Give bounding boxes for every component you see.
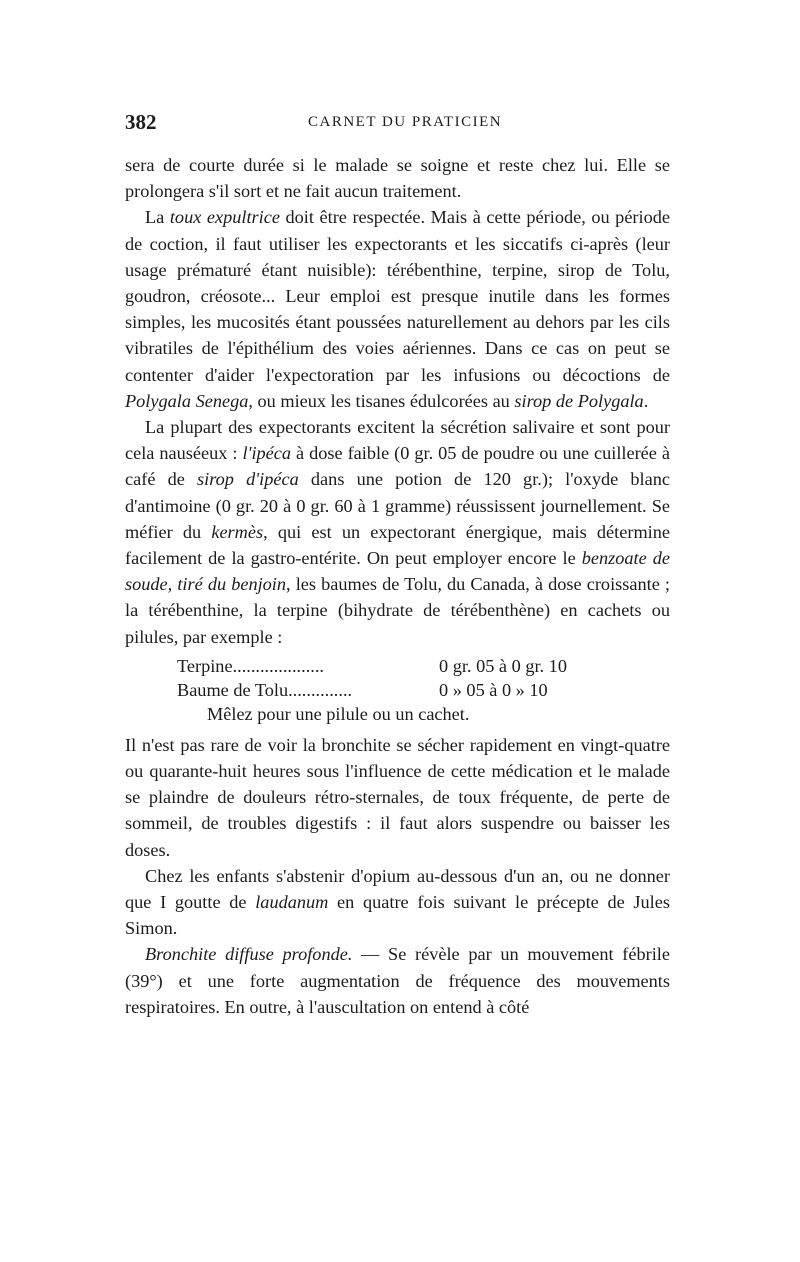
recipe-ingredient: Terpine.................... <box>177 655 324 676</box>
paragraph: sera de courte durée si le malade se soigne et reste chez lui. Elle se prolongera s'il sort et ne fait aucun traitement. <box>125 155 670 202</box>
recipe-dose: 0 gr. 05 à 0 gr. 10 <box>439 655 567 676</box>
running-title: CARNET DU PRATICIEN <box>308 114 503 130</box>
recipe-row <box>177 654 670 678</box>
body-text <box>125 152 670 1020</box>
recipe-instruction: Mêlez pour une pilule ou un cachet. <box>207 703 470 724</box>
paragraph: La toux expultrice doit être respectée. Mais à cette période, ou période de coction, il faut utiliser les expectorants et les siccatifs ci-après (leur usage prématuré étant nuisible): térébenthine, terpine, sirop de Tolu, goudron, créosote... Leur emploi est presque inutile dans les formes simples, les mucosités étant poussées naturellement au dehors par les cils vibratiles de l'épithélium des voies aériennes. Dans ce cas on peut se contenter d'aider l'expectoration par les infusions ou décoctions de Polygala Senega, ou mieux les tisanes édulcorées au sirop de Polygala. <box>125 207 670 411</box>
recipe-ingredient: Baume de Tolu.............. <box>177 679 353 700</box>
paragraph: Bronchite diffuse profonde. — Se révèle par un mouvement fébrile (39°) et une forte augmentation de fréquence des mouvements respiratoires. En outre, à l'auscultation on entend à côté <box>125 944 671 1017</box>
section-heading: Bronchite diffuse profonde. <box>145 944 353 965</box>
paragraph: Chez les enfants s'abstenir d'opium au-dessous d'un an, ou ne donner que I goutte de laudanum en quatre fois suivant le précepte de Jules Simon. <box>125 865 670 939</box>
page-header <box>125 110 670 138</box>
paragraph: Il n'est pas rare de voir la bronchite se sécher rapidement en vingt-quatre ou quarante-huit heures sous l'influence de cette médication et le malade se plaindre de douleurs rétro-sternales, de toux fréquente, de perte de sommeil, de troubles digestifs : il faut alors suspendre ou baisser les doses. <box>125 734 670 860</box>
page-number: 382 <box>125 110 157 134</box>
recipe-dose: 0 » 05 à 0 » 10 <box>439 679 548 700</box>
paragraph: La plupart des expectorants excitent la sécrétion salivaire et sont pour cela nauséeux : l'ipéca à dose faible (0 gr. 05 de poudre ou une cuillerée à café de sirop d'ipéca dans une potion de 120 gr.); l'oxyde blanc d'antimoine (0 gr. 20 à 0 gr. 60 à 1 gramme) réussissent journellement. Se méfier du kermès, qui est un expectorant énergique, mais détermine facilement de la gastro-entérite. On peut employer encore le benzoate de soude, tiré du benjoin, les baumes de Tolu, du Canada, à dose croissante ; la térébenthine, la terpine (bihydrate de térébenthène) en cachets ou pilules, par exemple : <box>125 417 671 647</box>
prescription-recipe <box>125 654 670 726</box>
recipe-row <box>177 678 670 702</box>
